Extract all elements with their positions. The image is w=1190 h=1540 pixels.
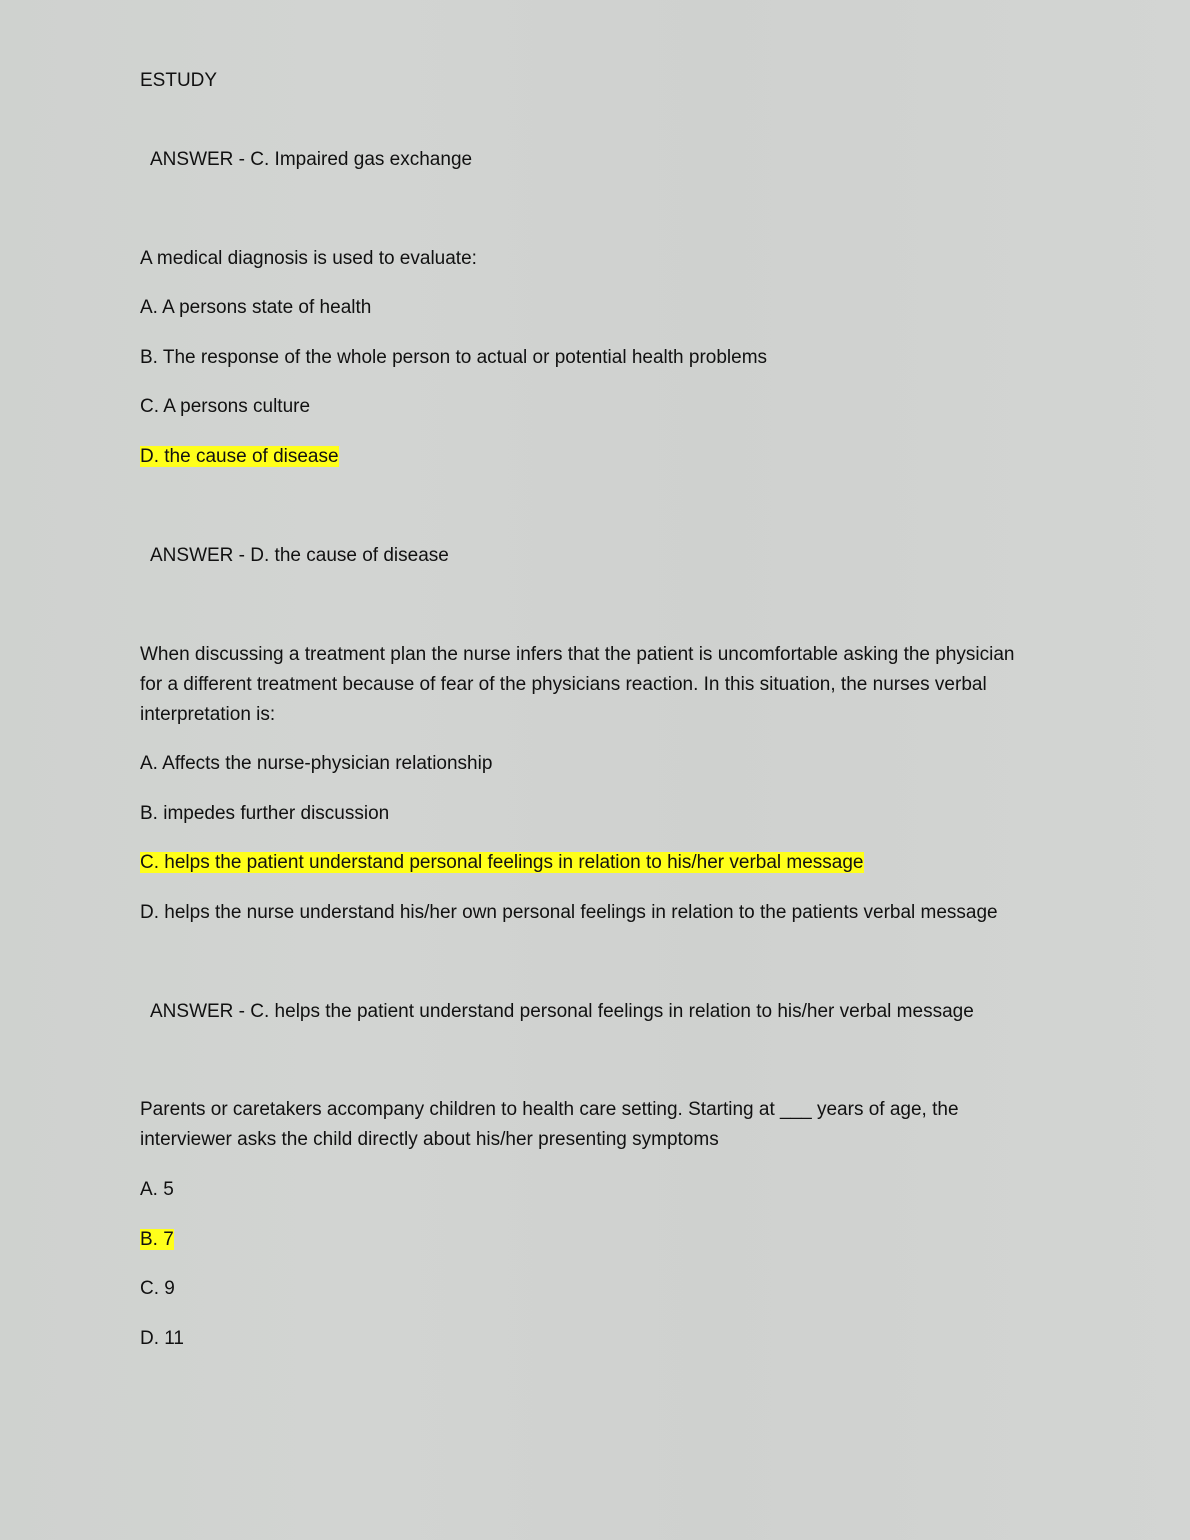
question-2-text: When discussing a treatment plan the nurse infers that the patient is uncomfortable asking the physician for a different treatment because of fear of the physicians reaction. In this situation, the nurses verbal interpretation is: xyxy=(140,644,1015,725)
highlight-mark: D. the cause of disease xyxy=(140,446,339,467)
question-1-text: A medical diagnosis is used to evaluate: xyxy=(140,248,477,269)
q2-option-d: D. helps the nurse understand his/her own personal feelings in relation to the patients verbal message xyxy=(140,902,998,923)
q3-option-a: A. 5 xyxy=(140,1179,174,1200)
q1-option-c: C. A persons culture xyxy=(140,396,311,417)
document-title: ESTUDY xyxy=(140,70,218,91)
q2-option-c-highlighted xyxy=(140,848,864,878)
q1-option-d-highlighted xyxy=(140,442,339,472)
q3-option-b-highlighted xyxy=(140,1225,174,1255)
q3-option-d: D. 11 xyxy=(140,1328,185,1349)
q2-answer: ANSWER - C. helps the patient understand personal feelings in relation to his/her verbal message xyxy=(150,1001,974,1022)
answer-previous: ANSWER - C. Impaired gas exchange xyxy=(150,149,473,170)
q1-option-a: A. A persons state of health xyxy=(140,297,372,318)
q3-option-c: C. 9 xyxy=(140,1278,175,1299)
q1-option-b: B. The response of the whole person to actual or potential health problems xyxy=(140,347,768,368)
q2-option-a: A. Affects the nurse-physician relationship xyxy=(140,753,493,774)
highlight-mark: C. helps the patient understand personal feelings in relation to his/her verbal message xyxy=(140,852,864,873)
highlight-mark: B. 7 xyxy=(140,1229,174,1250)
question-3-text: Parents or caretakers accompany children to health care setting. Starting at ___ years of age, the interviewer asks the child directly about his/her presenting symptoms xyxy=(140,1099,959,1150)
q2-option-b: B. impedes further discussion xyxy=(140,803,390,824)
q1-answer: ANSWER - D. the cause of disease xyxy=(150,545,449,566)
